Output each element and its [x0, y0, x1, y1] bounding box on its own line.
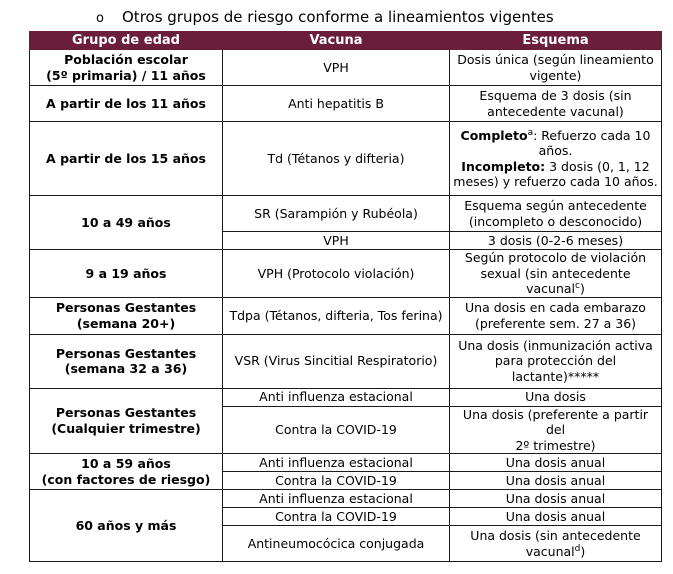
- scheme-cell: Una dosis (inmunización activa para protección del lactante)*****: [450, 334, 662, 388]
- header-vaccine: Vacuna: [223, 32, 450, 50]
- footnote-marker: c: [575, 280, 580, 291]
- table-row: [30, 250, 662, 298]
- age-group-cell: Personas Gestantes (Cualquier trimestre): [30, 388, 223, 454]
- vaccine-cell: VPH (Protocolo violación): [223, 250, 450, 298]
- table-header-row: [30, 32, 662, 50]
- heading-text: Otros grupos de riesgo conforme a lineamientos vigentes: [122, 8, 554, 26]
- incomplete-label: Incompleto:: [461, 158, 546, 174]
- table-row: [30, 86, 662, 122]
- vaccine-cell: Anti influenza estacional: [223, 388, 450, 406]
- age-group-cell: Población escolar (5º primaria) / 11 años: [30, 50, 223, 86]
- footnote-marker: a: [527, 127, 534, 138]
- vaccine-cell: VPH: [223, 232, 450, 250]
- header-age-group: Grupo de edad: [30, 32, 223, 50]
- table-row: [30, 490, 662, 508]
- vaccine-cell: Anti hepatitis B: [223, 86, 450, 122]
- section-heading: [96, 6, 554, 28]
- scheme-cell: Una dosis (sin antecedente vacunal$^d$): [450, 526, 662, 562]
- vaccine-cell: Td (Tétanos y difteria): [223, 122, 450, 196]
- table-row: [30, 297, 662, 334]
- table-row: [30, 388, 662, 406]
- scheme-cell: Una dosis anual: [450, 472, 662, 490]
- vaccine-cell: Tdpa (Tétanos, difteria, Tos ferina): [223, 297, 450, 334]
- scheme-cell: Esquema según antecedente (incompleto o desconocido): [450, 196, 662, 232]
- scheme-cell: Una dosis (preferente a partir del 2º trimestre): [450, 406, 662, 454]
- vaccine-cell: Antineumocócica conjugada: [223, 526, 450, 562]
- age-group-cell: Personas Gestantes (semana 32 a 36): [30, 334, 223, 388]
- vaccine-cell: VSR (Virus Sincitial Respiratorio): [223, 334, 450, 388]
- scheme-cell: Esquema de 3 dosis (sin antecedente vacunal): [450, 86, 662, 122]
- vaccine-cell: Anti influenza estacional: [223, 454, 450, 472]
- scheme-cell: Completo$^a$: Refuerzo cada 10 años. Incompleto: 3 dosis (0, 1, 12 meses) y refuerzo cada 10 años.: [450, 122, 662, 196]
- vaccine-cell: VPH: [223, 50, 450, 86]
- table-row: [30, 196, 662, 232]
- footnote-marker: d: [574, 543, 581, 554]
- vaccination-schedule-table: [29, 31, 662, 562]
- table-row: [30, 122, 662, 196]
- vaccine-cell: SR (Sarampión y Rubéola): [223, 196, 450, 232]
- bullet-marker: o: [96, 11, 104, 26]
- scheme-cell: Una dosis anual: [450, 508, 662, 526]
- age-group-cell: 60 años y más: [30, 490, 223, 562]
- vaccine-cell: Contra la COVID-19: [223, 472, 450, 490]
- vaccine-cell: Contra la COVID-19: [223, 508, 450, 526]
- header-scheme: Esquema: [450, 32, 662, 50]
- age-group-cell: A partir de los 15 años: [30, 122, 223, 196]
- age-group-cell: 9 a 19 años: [30, 250, 223, 298]
- age-group-cell: A partir de los 11 años: [30, 86, 223, 122]
- scheme-cell: Una dosis anual: [450, 490, 662, 508]
- vaccine-cell: Anti influenza estacional: [223, 490, 450, 508]
- table-row: [30, 454, 662, 472]
- age-group-cell: 10 a 59 años (con factores de riesgo): [30, 454, 223, 490]
- age-group-cell: Personas Gestantes (semana 20+): [30, 297, 223, 334]
- vaccine-cell: Contra la COVID-19: [223, 406, 450, 454]
- scheme-cell: 3 dosis (0-2-6 meses): [450, 232, 662, 250]
- scheme-cell: Una dosis: [450, 388, 662, 406]
- complete-label: Completo: [460, 127, 528, 143]
- scheme-cell: Una dosis en cada embarazo (preferente sem. 27 a 36): [450, 297, 662, 334]
- scheme-cell: Una dosis anual: [450, 454, 662, 472]
- scheme-cell: Según protocolo de violación sexual (sin antecedente vacunal$^c$): [450, 250, 662, 298]
- age-group-cell: 10 a 49 años: [30, 196, 223, 250]
- table-row: [30, 334, 662, 388]
- table-row: [30, 50, 662, 86]
- scheme-cell: Dosis única (según lineamiento vigente): [450, 50, 662, 86]
